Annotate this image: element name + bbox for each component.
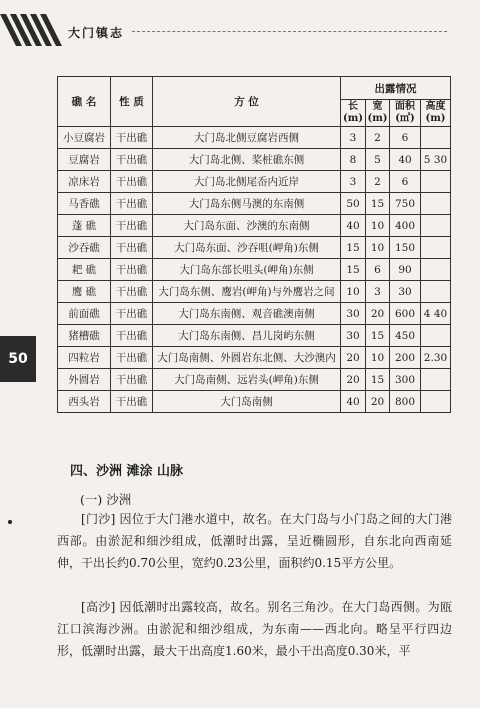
- cell-location: 大门岛东部长咀头(岬角)东侧: [153, 259, 341, 281]
- cell-area: 6: [390, 127, 421, 149]
- page-header: [0, 0, 480, 62]
- cell-length: 8: [341, 149, 366, 171]
- paragraph-mensha: [门沙] 因位于大门港水道中，故名。在大门岛与小门岛之间的大门港西部。由淤泥和细沙组成，低潮时出露，呈近椭圆形，自东北向西南延伸，干出长约0.70公里，宽约0.23公里，面积约0.15平方公里。: [57, 512, 452, 570]
- reef-table: [57, 76, 451, 413]
- table-row: [58, 325, 451, 347]
- cell-width: 6: [366, 259, 390, 281]
- cell-nature: 干出礁: [111, 237, 153, 259]
- cell-location: 大门岛南侧: [153, 391, 341, 413]
- cell-area: 750: [390, 193, 421, 215]
- cell-area: 30: [390, 281, 421, 303]
- cell-width: 15: [366, 369, 390, 391]
- cell-width: 2: [366, 127, 390, 149]
- cell-length: 50: [341, 193, 366, 215]
- table-row: [58, 149, 451, 171]
- cell-location: 大门岛南侧、外圆岩东北侧、大沙澳内: [153, 347, 341, 369]
- cell-area: 400: [390, 215, 421, 237]
- table-row: [58, 281, 451, 303]
- cell-area: 6: [390, 171, 421, 193]
- cell-height: 5 30: [421, 149, 451, 171]
- cell-nature: 干出礁: [111, 347, 153, 369]
- page-number-tab: [0, 336, 36, 382]
- cell-height: [421, 391, 451, 413]
- cell-length: 15: [341, 259, 366, 281]
- cell-height: [421, 171, 451, 193]
- cell-location: 大门岛北侧、桨桩礁东侧: [153, 149, 341, 171]
- cell-height: [421, 237, 451, 259]
- cell-location: 大门岛北侧尾岙内近岸: [153, 171, 341, 193]
- book-title: 大门镇志: [68, 26, 125, 40]
- cell-height: [421, 369, 451, 391]
- table-row: [58, 215, 451, 237]
- cell-nature: 干出礁: [111, 149, 153, 171]
- reef-table-body: [58, 127, 451, 413]
- col-header-nature: 性 质: [111, 77, 153, 127]
- table-row: [58, 303, 451, 325]
- cell-name: 前面礁: [58, 303, 111, 325]
- cell-width: 5: [366, 149, 390, 171]
- cell-width: 2: [366, 171, 390, 193]
- table-row: [58, 391, 451, 413]
- col-header-location: 方 位: [153, 77, 341, 127]
- cell-length: 20: [341, 347, 366, 369]
- cell-nature: 干出礁: [111, 369, 153, 391]
- section-title: 四、沙洲 滩涂 山脉: [70, 464, 184, 479]
- cell-name: 蓬 礁: [58, 215, 111, 237]
- cell-area: 200: [390, 347, 421, 369]
- cell-nature: 干出礁: [111, 193, 153, 215]
- cell-height: [421, 281, 451, 303]
- cell-nature: 干出礁: [111, 281, 153, 303]
- col-header-name: 礁 名: [58, 77, 111, 127]
- cell-nature: 干出礁: [111, 325, 153, 347]
- cell-location: 大门岛东南侧、观音礁澳南侧: [153, 303, 341, 325]
- cell-name: 西头岩: [58, 391, 111, 413]
- cell-height: 2.30: [421, 347, 451, 369]
- cell-name: 猪槽礁: [58, 325, 111, 347]
- cell-location: 大门岛东面、沙吞咀(岬角)东侧: [153, 237, 341, 259]
- cell-area: 600: [390, 303, 421, 325]
- cell-nature: 干出礁: [111, 171, 153, 193]
- cell-area: 150: [390, 237, 421, 259]
- table-row: [58, 171, 451, 193]
- header-stripes-decoration: [0, 14, 64, 46]
- cell-length: 3: [341, 127, 366, 149]
- header-rule: [132, 31, 447, 32]
- cell-height: 4 40: [421, 303, 451, 325]
- cell-height: [421, 259, 451, 281]
- paragraph-gaosha: [高沙] 因低潮时出露较高，故名。别名三角沙。在大门岛西侧。为瓯江口滨海沙洲。由淤泥和细沙组成，为东南——西北向。略呈平行四边形，低潮时出露，最大干出高度1.60米，最小干出高度0.30米，平: [57, 600, 452, 658]
- cell-area: 450: [390, 325, 421, 347]
- cell-name: 小豆腐岩: [58, 127, 111, 149]
- cell-nature: 干出礁: [111, 259, 153, 281]
- page-number: 50: [8, 351, 28, 367]
- cell-length: 20: [341, 369, 366, 391]
- cell-nature: 干出礁: [111, 303, 153, 325]
- cell-name: 沙吞礁: [58, 237, 111, 259]
- cell-width: 15: [366, 193, 390, 215]
- cell-nature: 干出礁: [111, 391, 153, 413]
- cell-height: [421, 325, 451, 347]
- table-row: [58, 369, 451, 391]
- cell-location: 大门岛北侧豆腐岩西侧: [153, 127, 341, 149]
- margin-dot: [8, 520, 12, 524]
- cell-length: 30: [341, 325, 366, 347]
- cell-name: 豆腐岩: [58, 149, 111, 171]
- subsection-title: (一) 沙洲: [80, 492, 132, 507]
- col-header-width: 宽 (m): [366, 100, 390, 127]
- cell-length: 15: [341, 237, 366, 259]
- cell-width: 3: [366, 281, 390, 303]
- table-row: [58, 127, 451, 149]
- cell-length: 10: [341, 281, 366, 303]
- cell-length: 30: [341, 303, 366, 325]
- cell-height: [421, 127, 451, 149]
- cell-location: 大门岛南侧、远岩头(岬角)东侧: [153, 369, 341, 391]
- cell-length: 40: [341, 215, 366, 237]
- cell-location: 大门岛东侧马澳的东南侧: [153, 193, 341, 215]
- cell-nature: 干出礁: [111, 127, 153, 149]
- cell-nature: 干出礁: [111, 215, 153, 237]
- cell-area: 40: [390, 149, 421, 171]
- table-row: [58, 347, 451, 369]
- cell-location: 大门岛东侧、鹰岩(岬角)与外鹰岩之间: [153, 281, 341, 303]
- cell-name: 马香礁: [58, 193, 111, 215]
- col-header-area: 面积 (㎡): [390, 100, 421, 127]
- col-header-length: 长 (m): [341, 100, 366, 127]
- cell-width: 20: [366, 391, 390, 413]
- cell-name: 四粒岩: [58, 347, 111, 369]
- cell-height: [421, 215, 451, 237]
- table-row: [58, 237, 451, 259]
- cell-area: 300: [390, 369, 421, 391]
- cell-width: 15: [366, 325, 390, 347]
- table-row: [58, 193, 451, 215]
- cell-width: 20: [366, 303, 390, 325]
- cell-length: 3: [341, 171, 366, 193]
- cell-length: 40: [341, 391, 366, 413]
- col-header-height: 高度 (m): [421, 100, 451, 127]
- cell-area: 800: [390, 391, 421, 413]
- cell-name: 耙 礁: [58, 259, 111, 281]
- cell-width: 10: [366, 347, 390, 369]
- cell-width: 10: [366, 237, 390, 259]
- cell-width: 10: [366, 215, 390, 237]
- table-row: [58, 259, 451, 281]
- cell-name: 外圆岩: [58, 369, 111, 391]
- cell-location: 大门岛东南侧、昌儿岗屿东侧: [153, 325, 341, 347]
- col-header-exposure: 出露情况: [341, 77, 451, 100]
- cell-area: 90: [390, 259, 421, 281]
- cell-height: [421, 193, 451, 215]
- cell-name: 凉床岩: [58, 171, 111, 193]
- cell-name: 鹰 礁: [58, 281, 111, 303]
- cell-location: 大门岛东面、沙澳的东南侧: [153, 215, 341, 237]
